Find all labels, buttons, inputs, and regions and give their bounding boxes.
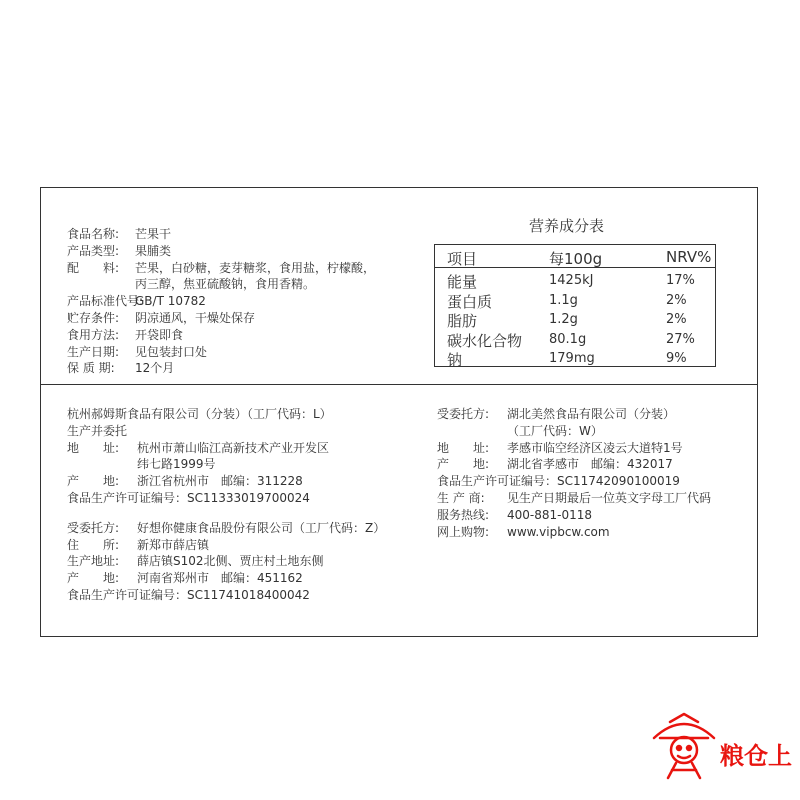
production-date-row: 生产日期: 见包装封口处: [67, 344, 208, 359]
nutrient-per100: 1425kJ: [549, 273, 594, 288]
nutrition-row: [435, 290, 715, 310]
product-name-row: 食品名称: 芒果干: [67, 227, 172, 241]
nutrition-header-row: [435, 245, 715, 268]
residence-row: 住 所: 新郑市薛店镇: [67, 537, 210, 552]
nutrient-nrv: 27%: [666, 331, 695, 347]
production-address-row: 生产地址: 薛店镇S102北侧、贾庄村土地东侧: [67, 554, 324, 569]
nutrition-row: [435, 348, 715, 368]
nutrition-row: [435, 329, 715, 349]
nutrition-header-per100: 每100g: [549, 250, 603, 268]
nutrient-nrv: 2%: [666, 292, 687, 308]
storage-row: 贮存条件: 阴凉通风，干燥处保存: [67, 310, 256, 325]
nutrient-name: 能量: [447, 273, 478, 291]
nutrient-name: 钠: [447, 351, 463, 369]
product-info: [67, 226, 375, 377]
nutrient-per100: 1.1g: [549, 292, 578, 308]
nutrition-header-item: 项目: [447, 250, 478, 268]
nutrient-nrv: 2%: [666, 312, 687, 327]
standard-code-row: 产品标准代号: GB/T 10782: [67, 294, 206, 309]
nutrient-per100: 179mg: [549, 351, 595, 366]
cartoon-mascot-icon: [654, 714, 714, 778]
product-type-row: 产品类型: 果脯类: [67, 243, 172, 258]
food-label-card: [40, 187, 758, 637]
nutrient-name: 脂肪: [447, 312, 478, 330]
nutrient-nrv: 9%: [666, 351, 687, 366]
address-row: 地 址: 孝感市临空经济区凌云大道特1号: [437, 440, 683, 455]
address-row: 地 址: 杭州市萧山临江高新技术产业开发区: [67, 440, 330, 455]
origin-row: 产 地: 浙江省杭州市 邮编：311228: [67, 474, 303, 489]
online-shop-row: 网上购物: www.vipbcw.com: [437, 524, 610, 539]
nutrition-table: [434, 244, 716, 367]
ingredients-continued: 丙三醇，焦亚硫酸钠，食用香精。: [135, 277, 316, 292]
nutrient-per100: 80.1g: [549, 331, 587, 347]
nutrition-title: 营养成分表: [529, 217, 605, 235]
usage-row: 食用方法: 开袋即食: [67, 327, 184, 342]
license-number: 食品生产许可证编号：SC11742090100019: [437, 474, 680, 489]
hotline-row: 服务热线: 400-881-0118: [437, 507, 593, 522]
license-number: 食品生产许可证编号：SC11333019700024: [67, 490, 310, 505]
entrusted-company-row: 受委托方: 湖北美然食品有限公司（分装）: [437, 407, 676, 421]
nutrition-header-nrv: NRV%: [666, 248, 712, 266]
nutrition-row: [435, 270, 715, 290]
nutrient-name: 碳水化合物: [447, 331, 523, 350]
nutrient-name: 蛋白质: [447, 292, 493, 311]
factory-code: （工厂代码：W）: [507, 423, 603, 438]
origin-row: 产 地: 河南省郑州市 邮编：451162: [67, 571, 303, 586]
watermark-logo: [650, 712, 795, 782]
nutrient-nrv: 17%: [666, 273, 695, 288]
address-continued: 纬七路1999号: [137, 457, 216, 472]
producer-row: 生 产 商: 见生产日期最后一位英文字母工厂代码: [437, 490, 712, 505]
origin-row: 产 地: 湖北省孝感市 邮编：432017: [437, 457, 673, 472]
left-manufacturer-block: [67, 406, 385, 604]
ingredients-row: 配 料: 芒果，白砂糖，麦芽糖浆，食用盐，柠檬酸，: [67, 260, 376, 275]
shelf-life-row: 保 质 期: 12个月: [67, 361, 175, 376]
nutrient-per100: 1.2g: [549, 312, 578, 327]
company-name: 杭州郝姆斯食品有限公司（分装）（工厂代码：L）: [67, 407, 332, 421]
entrusted-company-row: 受委托方: 好想你健康食品股份有限公司（工厂代码：Z）: [67, 520, 386, 535]
license-number: 食品生产许可证编号：SC11741018400042: [67, 587, 310, 602]
nutrition-row: [435, 309, 715, 329]
company-role: 生产并委托: [67, 423, 128, 438]
watermark-text: 粮仓上: [720, 742, 792, 770]
right-manufacturer-block: [437, 406, 711, 540]
section-divider: [41, 384, 757, 385]
